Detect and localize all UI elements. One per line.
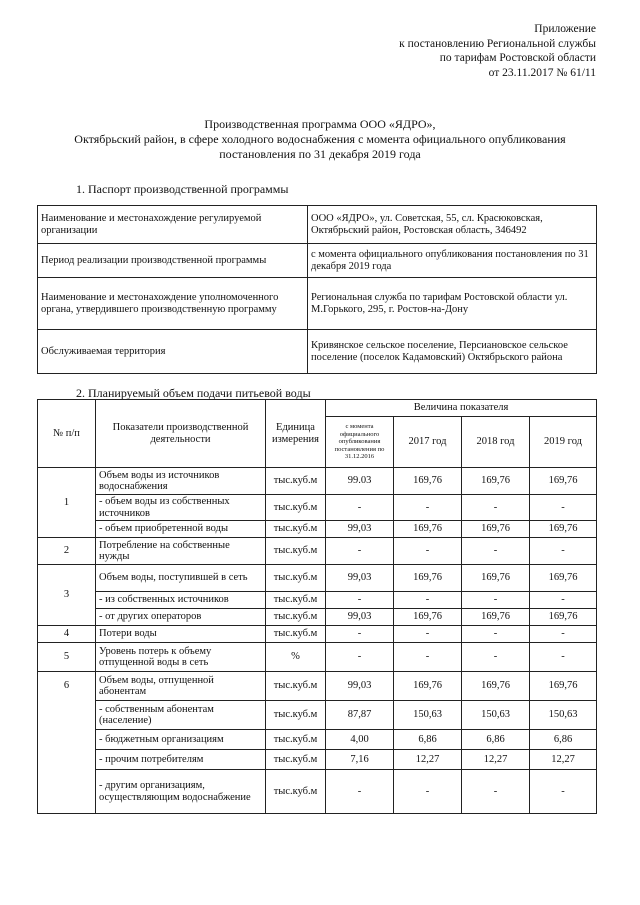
row-number: 4 bbox=[38, 626, 96, 643]
row-value: - bbox=[462, 592, 530, 609]
row-unit: тыс.куб.м bbox=[266, 701, 326, 730]
passport-label: Наименование и местонахождение уполномоченного органа, утвердившего производственную программу bbox=[38, 278, 308, 330]
row-value: 169,76 bbox=[462, 609, 530, 626]
row-value: - bbox=[462, 626, 530, 643]
row-value: 4,00 bbox=[326, 730, 394, 750]
row-value: - bbox=[530, 538, 597, 565]
row-value: - bbox=[462, 643, 530, 672]
row-value: - bbox=[462, 538, 530, 565]
row-value: 169,76 bbox=[530, 468, 597, 495]
row-unit: % bbox=[266, 643, 326, 672]
table-row bbox=[38, 521, 597, 538]
row-unit: тыс.куб.м bbox=[266, 626, 326, 643]
row-value: 99,03 bbox=[326, 609, 394, 626]
row-value: 169,76 bbox=[462, 521, 530, 538]
row-indicator: Потребление на собственные нужды bbox=[96, 538, 266, 565]
row-value: - bbox=[530, 643, 597, 672]
row-indicator: - объем воды из собственных источников bbox=[96, 495, 266, 521]
row-value: 169,76 bbox=[530, 521, 597, 538]
row-value: 99,03 bbox=[326, 672, 394, 701]
row-value: 6,86 bbox=[394, 730, 462, 750]
row-value: 6,86 bbox=[462, 730, 530, 750]
row-indicator: Уровень потерь к объему отпущенной воды в сеть bbox=[96, 643, 266, 672]
header-2017: 2017 год bbox=[394, 417, 462, 468]
row-indicator: - объем приобретенной воды bbox=[96, 521, 266, 538]
passport-label: Наименование и местонахождение регулируемой организации bbox=[38, 206, 308, 244]
header-indicator: Показатели производственной деятельности bbox=[96, 400, 266, 468]
row-indicator: Объем воды из источников водоснабжения bbox=[96, 468, 266, 495]
row-value: 169,76 bbox=[394, 521, 462, 538]
row-value: - bbox=[326, 495, 394, 521]
row-indicator: Потери воды bbox=[96, 626, 266, 643]
section1-heading: 1. Паспорт производственной программы bbox=[76, 182, 289, 196]
row-value: 169,76 bbox=[394, 565, 462, 592]
row-value: - bbox=[462, 770, 530, 814]
passport-row bbox=[38, 330, 597, 374]
row-value: 150,63 bbox=[530, 701, 597, 730]
passport-row bbox=[38, 206, 597, 244]
passport-row bbox=[38, 278, 597, 330]
row-value: 169,76 bbox=[462, 468, 530, 495]
header-2018: 2018 год bbox=[462, 417, 530, 468]
header-row bbox=[38, 400, 597, 417]
document-title bbox=[20, 117, 620, 162]
row-unit: тыс.куб.м bbox=[266, 592, 326, 609]
row-value: - bbox=[462, 495, 530, 521]
passport-label: Период реализации производственной программы bbox=[38, 244, 308, 278]
title-line: постановления по 31 декабря 2019 года bbox=[219, 147, 421, 161]
row-value: 99,03 bbox=[326, 521, 394, 538]
header-2019: 2019 год bbox=[530, 417, 597, 468]
row-value: - bbox=[394, 538, 462, 565]
row-value: - bbox=[394, 495, 462, 521]
row-indicator: Объем воды, поступившей в сеть bbox=[96, 565, 266, 592]
row-value: 169,76 bbox=[530, 609, 597, 626]
row-value: 169,76 bbox=[394, 468, 462, 495]
row-unit: тыс.куб.м bbox=[266, 672, 326, 701]
row-value: 99,03 bbox=[326, 565, 394, 592]
passport-value: с момента официального опубликования постановления по 31 декабря 2019 года bbox=[308, 244, 597, 278]
appendix-line: по тарифам Ростовской области bbox=[439, 52, 596, 64]
row-number: 1 bbox=[38, 468, 96, 538]
row-value: - bbox=[394, 626, 462, 643]
row-unit: тыс.куб.м bbox=[266, 730, 326, 750]
header-num: № п/п bbox=[38, 400, 96, 468]
appendix-line: от 23.11.2017 № 61/11 bbox=[488, 66, 596, 79]
row-value: - bbox=[326, 538, 394, 565]
row-value: 169,76 bbox=[530, 565, 597, 592]
row-value: 169,76 bbox=[462, 565, 530, 592]
row-indicator: - от других операторов bbox=[96, 609, 266, 626]
row-value: - bbox=[394, 592, 462, 609]
row-unit: тыс.куб.м bbox=[266, 565, 326, 592]
row-indicator: - прочим потребителям bbox=[96, 750, 266, 770]
row-value: 87,87 bbox=[326, 701, 394, 730]
table-row bbox=[38, 643, 597, 672]
table-row bbox=[38, 592, 597, 609]
row-value: 169,76 bbox=[394, 672, 462, 701]
table-row bbox=[38, 538, 597, 565]
passport-row bbox=[38, 244, 597, 278]
title-line: Производственная программа ООО «ЯДРО», bbox=[204, 117, 436, 131]
table-row bbox=[38, 565, 597, 592]
row-value: 12,27 bbox=[394, 750, 462, 770]
table-row bbox=[38, 701, 597, 730]
table-row bbox=[38, 495, 597, 521]
appendix-line: Приложение bbox=[534, 23, 596, 35]
row-unit: тыс.куб.м bbox=[266, 495, 326, 521]
row-indicator: - собственным абонентам (население) bbox=[96, 701, 266, 730]
row-number: 2 bbox=[38, 538, 96, 565]
row-value: - bbox=[326, 592, 394, 609]
title-line: Октябрьский район, в сфере холодного водоснабжения с момента официального опубликования bbox=[74, 132, 566, 146]
table-row bbox=[38, 672, 597, 701]
row-value: - bbox=[326, 626, 394, 643]
passport-value: Региональная служба по тарифам Ростовской области ул. М.Горького, 295, г. Ростов-на-Дону bbox=[308, 278, 597, 330]
row-unit: тыс.куб.м bbox=[266, 750, 326, 770]
table-row bbox=[38, 626, 597, 643]
row-value: - bbox=[394, 770, 462, 814]
row-unit: тыс.куб.м bbox=[266, 521, 326, 538]
row-number: 3 bbox=[38, 565, 96, 626]
table-row bbox=[38, 770, 597, 814]
row-unit: тыс.куб.м bbox=[266, 468, 326, 495]
row-value: - bbox=[326, 770, 394, 814]
header-group: Величина показателя bbox=[326, 400, 597, 417]
section2-heading: 2. Планируемый объем подачи питьевой воды bbox=[76, 386, 311, 400]
row-indicator: - другим организациям, осуществляющим водоснабжение bbox=[96, 770, 266, 814]
table-row bbox=[38, 750, 597, 770]
table-row bbox=[38, 468, 597, 495]
header-unit: Единица измерения bbox=[266, 400, 326, 468]
table-row bbox=[38, 730, 597, 750]
row-value: - bbox=[530, 770, 597, 814]
row-indicator: - бюджетным организациям bbox=[96, 730, 266, 750]
row-value: 150,63 bbox=[462, 701, 530, 730]
row-number: 6 bbox=[38, 672, 96, 814]
passport-value: ООО «ЯДРО», ул. Советская, 55, сл. Красюковская, Октябрьский район, Ростовская область, 346492 bbox=[308, 206, 597, 244]
row-value: 7,16 bbox=[326, 750, 394, 770]
volume-table bbox=[37, 399, 597, 814]
row-value: - bbox=[530, 592, 597, 609]
row-value: 150,63 bbox=[394, 701, 462, 730]
row-indicator: Объем воды, отпущенной абонентам bbox=[96, 672, 266, 701]
row-value: 6,86 bbox=[530, 730, 597, 750]
row-unit: тыс.куб.м bbox=[266, 770, 326, 814]
row-value: - bbox=[326, 643, 394, 672]
row-value: 12,27 bbox=[530, 750, 597, 770]
passport-table bbox=[37, 205, 597, 374]
passport-value: Кривянское сельское поселение, Персиановское сельское поселение (поселок Кадамовский) Октябрьского района bbox=[308, 330, 597, 374]
header-period-initial: с момента официального опубликования постановления по 31.12.2016 bbox=[326, 417, 394, 468]
row-unit: тыс.куб.м bbox=[266, 609, 326, 626]
passport-label: Обслуживаемая территория bbox=[38, 330, 308, 374]
row-value: 169,76 bbox=[530, 672, 597, 701]
row-value: 169,76 bbox=[462, 672, 530, 701]
row-value: - bbox=[530, 495, 597, 521]
table-row bbox=[38, 609, 597, 626]
appendix-header bbox=[399, 22, 596, 80]
row-value: - bbox=[530, 626, 597, 643]
row-unit: тыс.куб.м bbox=[266, 538, 326, 565]
appendix-line: к постановлению Региональной службы bbox=[399, 37, 596, 50]
row-value: 12,27 bbox=[462, 750, 530, 770]
row-number: 5 bbox=[38, 643, 96, 672]
row-value: 99.03 bbox=[326, 468, 394, 495]
row-value: 169,76 bbox=[394, 609, 462, 626]
row-indicator: - из собственных источников bbox=[96, 592, 266, 609]
row-value: - bbox=[394, 643, 462, 672]
